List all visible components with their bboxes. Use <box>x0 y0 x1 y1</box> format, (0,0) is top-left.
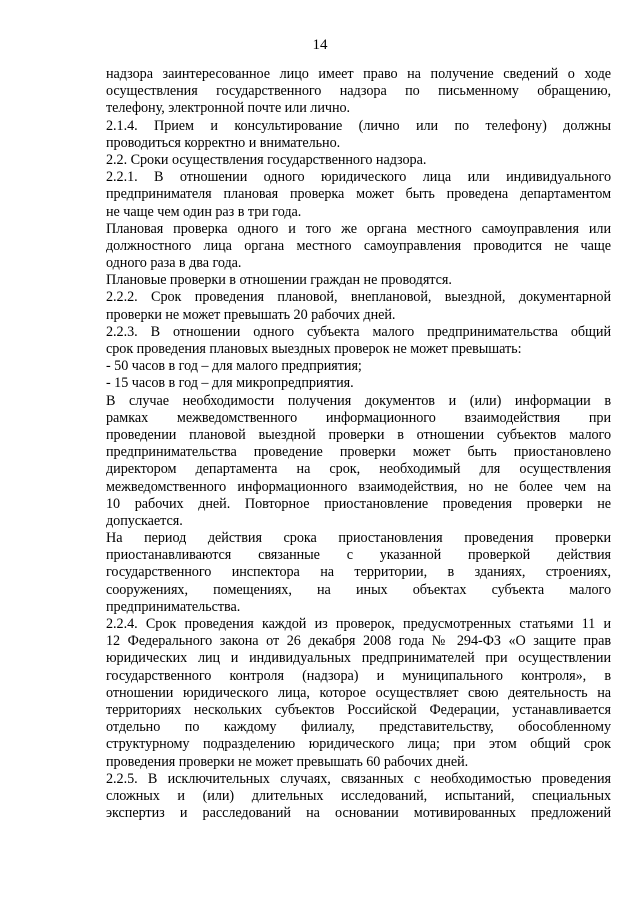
text-line: структурному подразделению юридического лица; при этом общий срок <box>106 736 611 753</box>
text-line: 2.2. Сроки осуществления государственного надзора. <box>106 151 427 168</box>
paragraph <box>106 169 611 221</box>
paragraph <box>106 272 611 289</box>
text-line: отношении юридического лица, которое осуществляет свою деятельность на <box>106 684 611 701</box>
text-line: одного раза в два года. <box>106 255 242 272</box>
text-line: рамках межведомственного информационного взаимодействия при <box>106 409 611 426</box>
text-line: допускается. <box>106 512 183 529</box>
text-line: 2.1.4. Прием и консультирование (лично или по телефону) должны <box>106 117 611 134</box>
text-line: государственного контроля (надзора) и муниципального контроля», в <box>106 667 611 684</box>
text-line: 2.2.3. В отношении одного субъекта малого предпринимательства общий <box>106 323 611 340</box>
text-line: отдельно по каждому филиалу, представительству, обособленному <box>106 719 611 736</box>
text-line: В случае необходимости получения документов и (или) информации в <box>106 392 611 409</box>
paragraph <box>106 289 611 323</box>
text-line: приостанавливаются связанные с указанной проверкой действия <box>106 547 611 564</box>
text-line: предпринимателя плановая проверка может быть проведена департаментом <box>106 186 611 203</box>
paragraph <box>106 771 611 823</box>
text-line: срок проведения плановых выездных проверок не может превышать: <box>106 341 522 357</box>
paragraph <box>106 152 611 169</box>
text-line: проводиться корректно и внимательно. <box>106 134 341 151</box>
text-line: - 50 часов в год – для малого предприятия; <box>106 358 362 375</box>
paragraph <box>106 66 611 118</box>
text-line: - 15 часов в год – для микропредприятия. <box>106 375 354 392</box>
text-line: проведения проверки не может превышать 60 рабочих дней. <box>106 753 469 770</box>
text-line: сложных и (или) длительных исследований, испытаний, специальных <box>106 787 611 804</box>
text-line: территориях нескольких субъектов Российской Федерации, устанавливается <box>106 701 611 718</box>
text-line: должностного лица органа местного самоуправления проводится не чаще <box>106 237 611 254</box>
text-line: осуществления государственного надзора по письменному обращению, <box>106 83 611 100</box>
paragraph <box>106 118 611 152</box>
paragraph <box>106 324 611 358</box>
paragraph <box>106 221 611 273</box>
text-line: 2.2.5. В исключительных случаях, связанных с необходимостью проведения <box>106 770 611 787</box>
text-line: 2.2.2. Срок проведения плановой, внеплановой, выездной, документарной <box>106 289 611 306</box>
text-line: надзора заинтересованное лицо имеет право на получение сведений о ходе <box>106 66 611 82</box>
text-line: межведомственного информационного взаимодействия, но не более чем на <box>106 478 611 495</box>
text-line: телефону, электронной почте или лично. <box>106 100 351 117</box>
paragraph <box>106 358 611 375</box>
text-line: предпринимательства проведение проверки может быть приостановлено <box>106 444 611 461</box>
text-line: предпринимательства. <box>106 598 241 615</box>
text-line: 2.2.1. В отношении одного юридического лица или индивидуального <box>106 169 611 186</box>
text-line: проведении плановой выездной проверки в отношении субъектов малого <box>106 426 611 443</box>
text-line: 2.2.4. Срок проведения каждой из проверок, предусмотренных статьями 11 и <box>106 616 611 632</box>
paragraph <box>106 375 611 392</box>
text-line: Плановая проверка одного и того же органа местного самоуправления или <box>106 220 611 237</box>
text-line: директором департамента на срок, необходимый для осуществления <box>106 461 611 478</box>
page-number: 14 <box>312 37 328 53</box>
text-line: экспертиз и расследований на основании мотивированных предложений <box>106 805 611 822</box>
document-body <box>106 66 611 822</box>
paragraph <box>106 616 611 771</box>
text-line: государственного инспектора на территории, в зданиях, строениях, <box>106 564 611 581</box>
text-line: проверки не может превышать 20 рабочих дней. <box>106 306 396 323</box>
paragraph <box>106 393 611 531</box>
text-line: 10 рабочих дней. Повторное приостановление проведения проверки не <box>106 495 611 512</box>
text-line: Плановые проверки в отношении граждан не проводятся. <box>106 272 452 289</box>
text-line: сооружениях, помещениях, на иных объектах субъекта малого <box>106 581 611 598</box>
paragraph <box>106 530 611 616</box>
text-line: 12 Федерального закона от 26 декабря 2008 года № 294-ФЗ «О защите прав <box>106 633 611 650</box>
text-line: не чаще чем один раз в три года. <box>106 203 302 220</box>
text-line: На период действия срока приостановления проведения проверки <box>106 530 611 547</box>
text-line: юридических лиц и индивидуальных предпринимателей при осуществлении <box>106 650 611 667</box>
